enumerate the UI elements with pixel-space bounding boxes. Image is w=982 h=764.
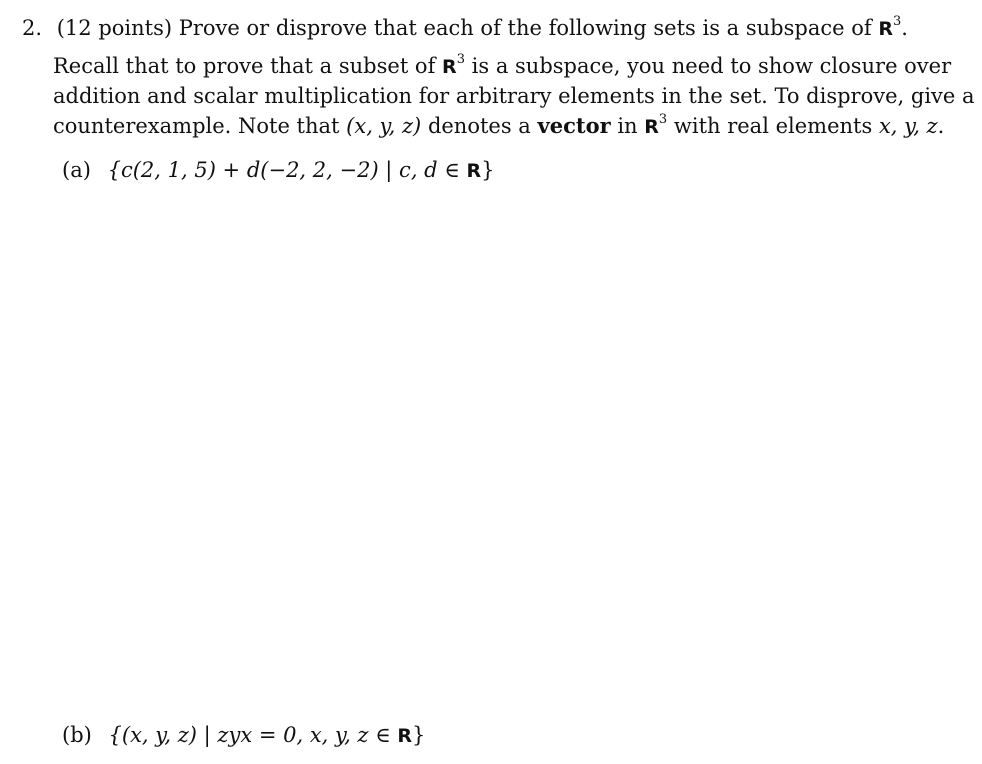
- intro-text: is a subspace, you need to show closure over: [471, 54, 952, 78]
- instructions-line-3: [53, 111, 953, 142]
- part-a: [62, 156, 495, 185]
- intro-text: counterexample. Note that: [53, 114, 340, 138]
- intro-text: in: [617, 114, 638, 138]
- problem-number: 2.: [22, 16, 43, 40]
- real-space-symbol: R: [466, 160, 482, 182]
- problem-header: [22, 14, 908, 43]
- problem-points: (12 points): [56, 16, 173, 40]
- vector-notation: (x, y, z): [346, 114, 422, 138]
- part-b-set-close: }: [412, 723, 426, 747]
- real-space-symbol: R: [397, 725, 413, 747]
- part-a-set-close: }: [481, 158, 495, 182]
- instructions-paragraph: [53, 52, 975, 142]
- instructions-line-1: [53, 52, 953, 82]
- intro-text: denotes a: [427, 114, 531, 138]
- intro-period: .: [937, 114, 945, 138]
- statement-period: .: [901, 16, 908, 40]
- part-b-label: (b): [62, 723, 92, 747]
- real-space-exponent: 3: [892, 14, 902, 29]
- problem-statement: Prove or disprove that each of the following sets is a subspace of: [178, 16, 872, 40]
- intro-text: with real elements: [673, 114, 873, 138]
- real-space-symbol: R: [644, 116, 659, 138]
- instructions-line-2: [53, 82, 975, 111]
- real-space-symbol: R: [442, 56, 457, 78]
- part-b-set: {(x, y, z) | zyx = 0, x, y, z ∈: [108, 723, 391, 747]
- real-space-exponent: 3: [456, 52, 465, 67]
- real-space-symbol: R: [878, 18, 893, 40]
- variable-list: x, y, z: [878, 114, 938, 138]
- vector-term: vector: [537, 113, 611, 138]
- part-a-set: {c(2, 1, 5) + d(−2, 2, −2) | c, d ∈: [107, 158, 460, 182]
- intro-text: Recall that to prove that a subset of: [53, 54, 436, 78]
- real-space-exponent: 3: [658, 112, 668, 127]
- part-b: [62, 721, 425, 750]
- part-a-label: (a): [62, 158, 91, 182]
- intro-text: addition and scalar multiplication for arbitrary elements in the set. To disprove, give a: [53, 84, 975, 108]
